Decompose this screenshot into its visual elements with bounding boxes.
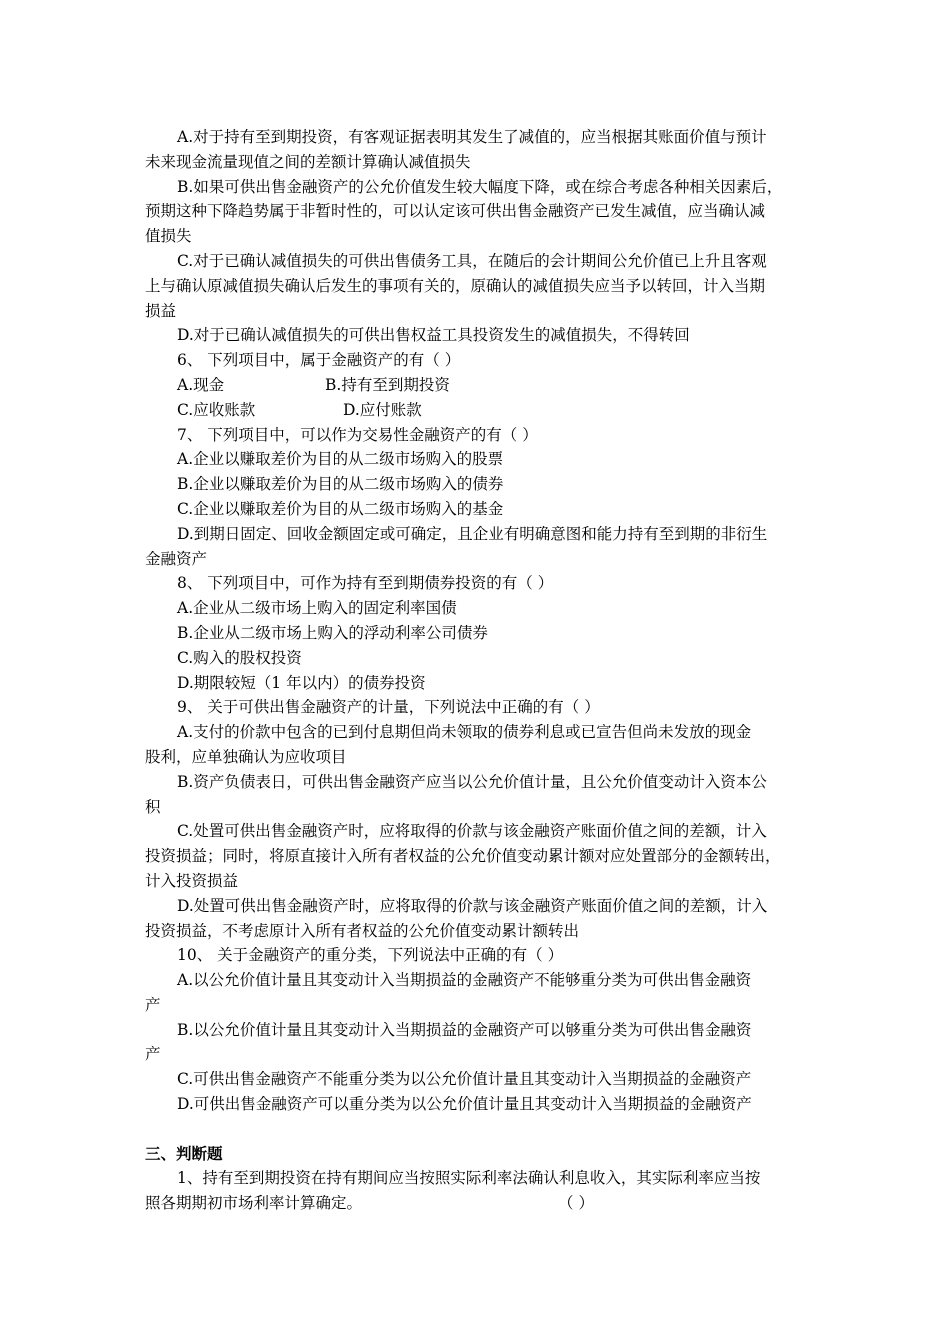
document-body (145, 125, 810, 1216)
q9-option-b-line-1: B.资产负债表日，可供出售金融资产应当以公允价值计量，且公允价值变动计入资本公 (177, 772, 767, 791)
q5-option-b-line-2: 预期这种下降趋势属于非暂时性的，可以认定该可供出售金融资产已发生减值，应当确认减 (145, 202, 766, 221)
tf-question-1 (145, 1166, 810, 1216)
q5-option-d (145, 323, 810, 348)
tf-question-1-line-1: 1、持有至到期投资在持有期间应当按照实际利率法确认利息收入，其实际利率应当按 (177, 1169, 761, 1188)
section-spacer (145, 1117, 810, 1142)
q9-stem: 9、 关于可供出售金融资产的计量，下列说法中正确的有（ ） (177, 698, 600, 717)
q10-option-c: C.可供出售金融资产不能重分类为以公允价值计量且其变动计入当期损益的金融资产 (177, 1070, 752, 1089)
q10-option-b (145, 1018, 810, 1068)
q6-option-a: A.现金 (177, 375, 225, 394)
q9-option-c (145, 819, 810, 893)
q5-option-d-line-1: D.对于已确认减值损失的可供出售权益工具投资发生的减值损失，不得转回 (177, 326, 690, 345)
q5-option-c (145, 249, 810, 323)
tf-question-1-line-2 (145, 1191, 810, 1216)
q10-option-b-line-2: 产 (145, 1045, 161, 1064)
q6-options-row-2 (145, 398, 810, 423)
q7-option-d (145, 522, 810, 572)
tf-question-1-text: 照各期期初市场利率计算确定。 (145, 1194, 363, 1213)
q5-option-c-line-1: C.对于已确认减值损失的可供出售债务工具，在随后的会计期间公允价值已上升且客观 (177, 251, 767, 270)
q10-stem: 10、 关于金融资产的重分类，下列说法中正确的有（ ） (177, 946, 564, 965)
q9-option-c-line-2: 投资损益；同时，将原直接计入所有者权益的公允价值变动累计额对应处置部分的金额转出， (145, 847, 781, 866)
q5-option-b-line-1: B.如果可供出售金融资产的公允价值发生较大幅度下降，或在综合考虑各种相关因素后， (177, 177, 783, 196)
q9-option-b (145, 770, 810, 820)
q9-option-d-line-1: D.处置可供出售金融资产时，应将取得的价款与该金融资产账面价值之间的差额，计入 (177, 896, 768, 915)
q6-options-row-1 (145, 373, 810, 398)
q8-stem: 8、 下列项目中，可作为持有至到期债券投资的有（ ） (177, 574, 554, 593)
q5-option-b (145, 175, 810, 249)
q8-option-b: B.企业从二级市场上购入的浮动利率公司债券 (177, 623, 488, 642)
q7-option-c: C.企业以赚取差价为目的从二级市场购入的基金 (177, 499, 504, 518)
q10-option-b-line-1: B.以公允价值计量且其变动计入当期损益的金融资产可以够重分类为可供出售金融资 (177, 1020, 752, 1039)
q10-option-d: D.可供出售金融资产可以重分类为以公允价值计量且其变动计入当期损益的金融资产 (177, 1095, 752, 1114)
q9-option-c-line-1: C.处置可供出售金融资产时，应将取得的价款与该金融资产账面价值之间的差额，计入 (177, 822, 767, 841)
q5-option-a-line-2: 未来现金流量现值之间的差额计算确认减值损失 (145, 152, 471, 171)
q8-option-a: A.企业从二级市场上购入的固定利率国债 (177, 599, 457, 618)
q7-option-a: A.企业以赚取差价为目的从二级市场购入的股票 (177, 450, 504, 469)
q9-option-d (145, 894, 810, 944)
q5-option-a-line-1: A.对于持有至到期投资，有客观证据表明其发生了减值的，应当根据其账面价值与预计 (177, 128, 767, 146)
q6-option-c: C.应收账款 (177, 400, 256, 419)
q5-option-c-line-2: 上与确认原减值损失确认后发生的事项有关的，原确认的减值损失应当予以转回，计入当期 (145, 276, 766, 295)
q9-option-d-line-2: 投资损益，不考虑原计入所有者权益的公允价值变动累计额转出 (145, 921, 580, 940)
q5-option-b-line-3: 值损失 (145, 227, 192, 246)
answer-paren: （ ） (558, 1194, 594, 1213)
q9-option-a (145, 720, 810, 770)
q10-option-a-line-2: 产 (145, 995, 161, 1014)
q9-option-c-line-3: 计入投资损益 (145, 871, 239, 890)
q6-option-b: B.持有至到期投资 (325, 375, 450, 394)
q10-option-a (145, 968, 810, 1018)
section-heading: 三、判断题 (145, 1143, 223, 1163)
q8-option-d: D.期限较短（1 年以内）的债券投资 (177, 673, 426, 692)
q7-option-d-line-2: 金融资产 (145, 549, 208, 568)
q7-option-b: B.企业以赚取差价为目的从二级市场购入的债券 (177, 475, 504, 494)
q8-option-c: C.购入的股权投资 (177, 648, 302, 667)
q10-option-a-line-1: A.以公允价值计量且其变动计入当期损益的金融资产不能够重分类为可供出售金融资 (177, 971, 752, 990)
q5-option-c-line-3: 损益 (145, 301, 177, 320)
q9-option-a-line-2: 股利，应单独确认为应收项目 (145, 747, 347, 766)
q9-option-a-line-1: A.支付的价款中包含的已到付息期但尚未领取的债券利息或已宣告但尚未发放的现金 (177, 723, 752, 742)
q6-option-d: D.应付账款 (343, 400, 422, 419)
q5-option-a (145, 125, 810, 175)
q7-stem: 7、 下列项目中，可以作为交易性金融资产的有（ ） (177, 425, 538, 444)
q7-option-d-line-1: D.到期日固定、回收金额固定或可确定，且企业有明确意图和能力持有至到期的非衍生 (177, 524, 768, 543)
q6-stem: 6、 下列项目中，属于金融资产的有（ ） (177, 351, 461, 370)
q9-option-b-line-2: 积 (145, 797, 161, 816)
